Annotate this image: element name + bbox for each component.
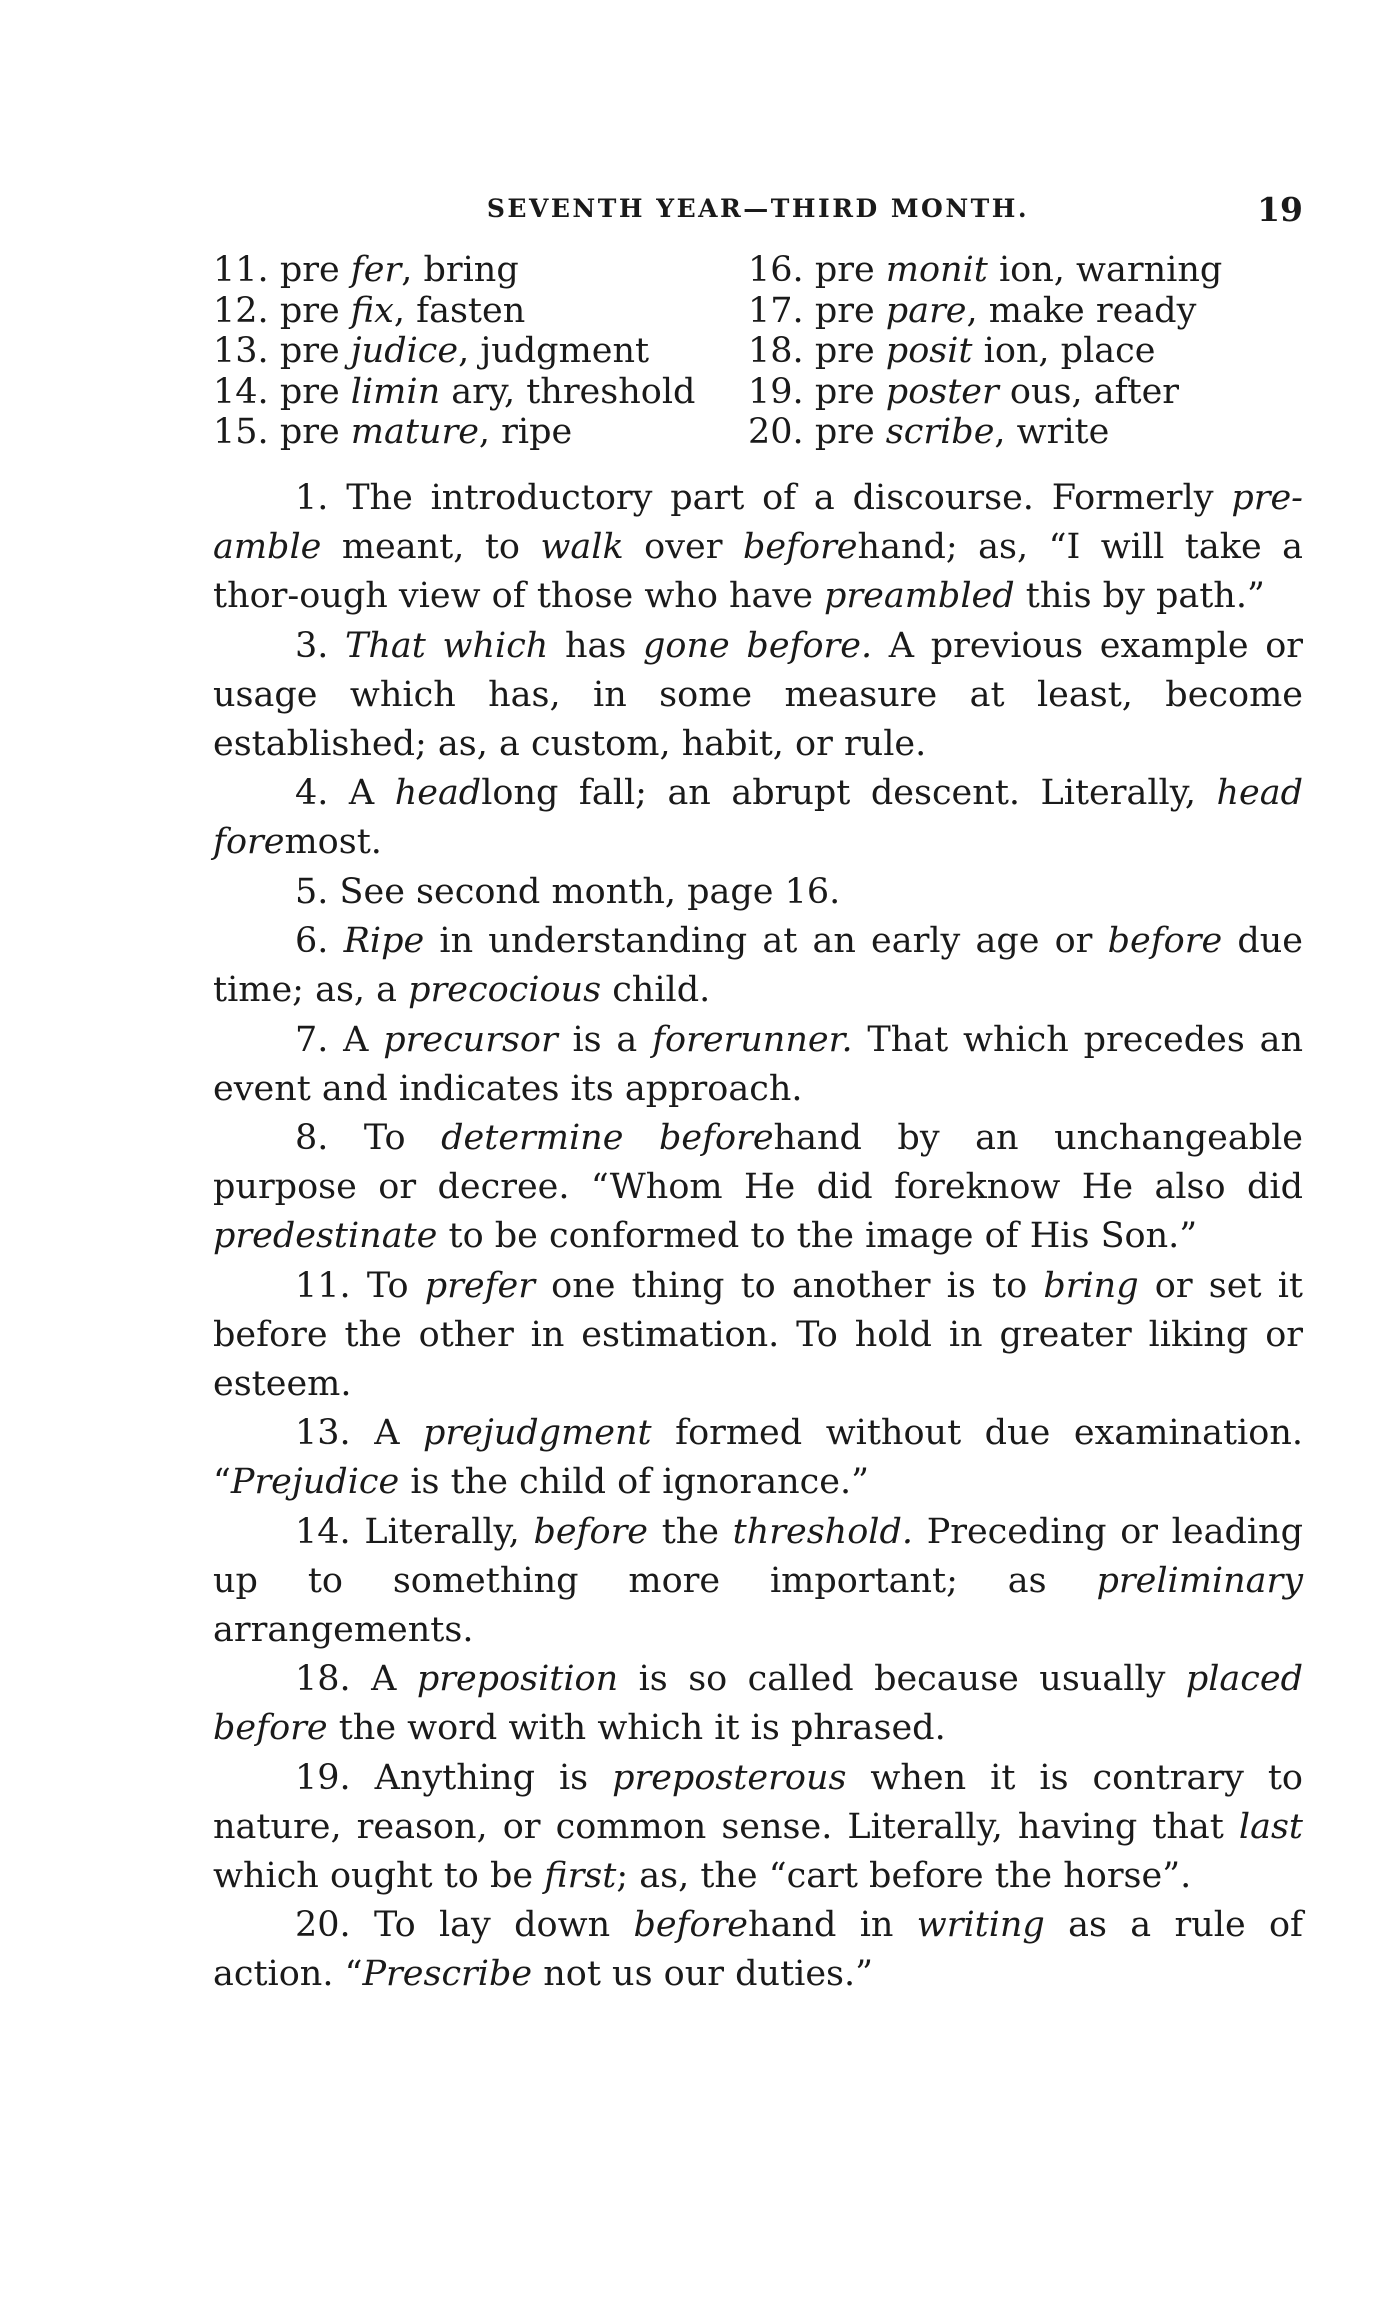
- definition-text: arrangements.: [213, 1609, 474, 1650]
- definition-text: the: [648, 1511, 733, 1552]
- word-list-left-column: [213, 250, 748, 453]
- definition-text: child.: [601, 970, 711, 1010]
- word-entry-number: 18.: [748, 331, 804, 371]
- word-list-right-column: [748, 250, 1303, 453]
- word-entry-number: 13.: [213, 331, 269, 371]
- word-entry-prefix: pre: [814, 371, 886, 412]
- definition-paragraph: [213, 769, 1303, 867]
- definition-text: as a rule of action. “: [213, 1905, 1303, 1994]
- definition-text: That which precedes an event and indicates its approach.: [213, 1019, 1304, 1109]
- definition-text: 3.: [295, 625, 346, 666]
- word-entry: [748, 250, 1303, 291]
- word-entry-meaning: ous, after: [998, 371, 1180, 412]
- definition-text: 11. To: [295, 1265, 425, 1306]
- word-entry-prefix: pre: [814, 250, 886, 290]
- word-entry-root: poster: [885, 371, 999, 412]
- definition-text: has: [548, 625, 644, 666]
- word-entry-number: 16.: [748, 250, 804, 290]
- definition-text: 18. A: [295, 1659, 417, 1699]
- word-entry-prefix: pre: [279, 412, 351, 452]
- definition-text: over: [623, 527, 743, 567]
- word-entry-meaning: ary, threshold: [440, 371, 696, 412]
- definition-paragraph: [213, 1262, 1303, 1409]
- definition-text: when it is contrary to nature, reason, or common sense. Literally, having that: [213, 1757, 1303, 1847]
- definition-emphasis: forerunner.: [652, 1019, 853, 1060]
- definition-emphasis: head: [394, 773, 482, 813]
- definition-paragraph: [213, 1016, 1303, 1114]
- definition-text: formed without due examination. “: [213, 1413, 1303, 1502]
- word-entry-meaning: ion, place: [972, 331, 1156, 371]
- definition-text: A previous example or usage which has, in some measure at least, become established; as, a custom, habit, or rule.: [213, 625, 1303, 764]
- definition-emphasis: precursor: [383, 1019, 558, 1060]
- word-entry-root: judice: [350, 331, 459, 371]
- definition-text: which ought to be: [213, 1855, 545, 1896]
- definition-emphasis: predestinate: [213, 1216, 438, 1256]
- definition-paragraph: [213, 1655, 1303, 1753]
- definition-emphasis: preposition: [416, 1659, 619, 1699]
- word-entry: [213, 372, 748, 413]
- word-entry-root: fer: [350, 250, 402, 290]
- definition-emphasis: first: [544, 1855, 617, 1896]
- word-entry-meaning: , ripe: [478, 412, 573, 452]
- definition-text: due time; as, a: [213, 921, 1303, 1010]
- definition-text: 13. A: [295, 1413, 424, 1453]
- definition-emphasis: Prejudice: [230, 1462, 400, 1502]
- definition-emphasis: writing: [916, 1905, 1045, 1945]
- definition-text: 20. To lay down: [295, 1905, 634, 1945]
- definition-emphasis: preposterous: [612, 1757, 847, 1798]
- definition-text: the word with which it is phrased.: [327, 1708, 946, 1748]
- definition-emphasis: walk: [540, 527, 624, 567]
- definition-emphasis: before: [533, 1511, 649, 1552]
- definition-text: is the child of ignorance.”: [399, 1462, 869, 1502]
- word-entry-prefix: pre: [279, 371, 351, 412]
- definition-emphasis: pre-amble: [213, 478, 1303, 567]
- word-entry: [748, 372, 1303, 413]
- definition-emphasis: before: [633, 1905, 749, 1945]
- definition-paragraph: [213, 1901, 1303, 1999]
- definition-text: Preceding or leading up to something more important; as: [213, 1511, 1303, 1601]
- definition-text: this by path.”: [1014, 576, 1265, 616]
- word-entry: [213, 291, 748, 332]
- word-entry-meaning: , write: [994, 412, 1110, 452]
- definition-emphasis: last: [1238, 1806, 1303, 1847]
- definition-emphasis: Prescribe: [362, 1954, 533, 1994]
- definition-text: is so called because usually: [618, 1659, 1186, 1699]
- definition-text: hand in: [748, 1905, 917, 1945]
- definition-text: 14. Literally,: [295, 1511, 534, 1552]
- word-entry-number: 12.: [213, 290, 269, 331]
- definition-emphasis: head fore: [213, 773, 1303, 862]
- definition-text: is a: [557, 1019, 653, 1060]
- definition-text: 7. A: [295, 1019, 384, 1060]
- word-entry-root: posit: [885, 331, 973, 371]
- definition-emphasis: before: [1107, 921, 1223, 961]
- word-list: [213, 250, 1303, 453]
- definitions: [213, 474, 1303, 2000]
- definition-text: 19. Anything is: [295, 1757, 613, 1798]
- definition-text: to be conformed to the image of His Son.”: [437, 1216, 1198, 1256]
- definition-text: 5. See second month, page 16.: [295, 871, 841, 912]
- word-entry-number: 19.: [748, 371, 804, 412]
- definition-emphasis: threshold.: [732, 1511, 914, 1552]
- definition-text: long fall; an abrupt descent. Literally,: [481, 773, 1217, 813]
- definition-emphasis: prejudgment: [423, 1413, 652, 1453]
- definition-paragraph: [213, 1114, 1303, 1261]
- word-entry-meaning: , judgment: [458, 331, 650, 371]
- definition-text: ; as, the “cart before the horse”.: [616, 1855, 1192, 1896]
- word-entry-root: scribe: [885, 412, 995, 452]
- page-number: 19: [1257, 190, 1303, 229]
- definition-text: meant, to: [321, 527, 541, 567]
- definition-paragraph: [213, 1754, 1303, 1901]
- definition-text: hand; as, “I will take a thor-ough view of those who have: [213, 527, 1303, 616]
- word-entry-number: 17.: [748, 290, 804, 331]
- word-entry-prefix: pre: [279, 331, 351, 371]
- definition-text: not us our duties.”: [532, 1954, 874, 1994]
- definition-text: one thing to another is to: [534, 1265, 1044, 1306]
- word-entry-prefix: pre: [814, 290, 886, 331]
- definition-emphasis: determine before: [441, 1118, 774, 1158]
- word-entry-number: 11.: [213, 250, 269, 290]
- definition-emphasis: before: [742, 527, 858, 567]
- definition-paragraph: [213, 868, 1303, 917]
- definition-emphasis: bring: [1043, 1265, 1139, 1306]
- word-entry: [213, 412, 748, 453]
- definition-text: most.: [284, 822, 382, 862]
- definition-paragraph: [213, 622, 1303, 769]
- definition-text: or set it before the other in estimation. To hold in greater liking or esteem.: [213, 1265, 1303, 1404]
- definition-paragraph: [213, 1409, 1303, 1507]
- definition-text: 8. To: [295, 1118, 442, 1158]
- word-entry-meaning: , make ready: [966, 290, 1197, 331]
- definition-emphasis: placed before: [213, 1659, 1303, 1748]
- definition-paragraph: [213, 917, 1303, 1015]
- word-entry: [748, 291, 1303, 332]
- running-head: SEVENTH YEAR—THIRD MONTH.: [486, 194, 1030, 223]
- word-entry-root: limin: [350, 371, 441, 412]
- word-entry-number: 15.: [213, 412, 269, 452]
- definition-text: hand by an unchangeable purpose or decree. “Whom He did foreknow He also did: [213, 1118, 1304, 1207]
- definition-emphasis: precocious: [408, 970, 602, 1010]
- definition-emphasis: That which: [345, 625, 549, 666]
- word-entry-prefix: pre: [279, 250, 351, 290]
- definition-paragraph: [213, 1508, 1303, 1655]
- definition-paragraph: [213, 474, 1303, 621]
- page-header: [213, 192, 1303, 232]
- definition-text: 6.: [295, 921, 344, 961]
- word-entry-number: 14.: [213, 371, 269, 412]
- definition-text: 1. The introductory part of a discourse. Formerly: [295, 478, 1232, 518]
- definition-emphasis: preambled: [824, 576, 1015, 616]
- word-entry-root: mature: [350, 412, 479, 452]
- word-entry-meaning: , bring: [401, 250, 519, 290]
- word-entry-meaning: ion, warning: [987, 250, 1223, 290]
- definition-text: in understanding at an early age or: [424, 921, 1108, 961]
- definition-emphasis: gone before.: [643, 625, 873, 666]
- word-entry-root: pare: [885, 290, 967, 331]
- word-entry-prefix: pre: [814, 331, 886, 371]
- word-entry-prefix: pre: [279, 290, 351, 331]
- word-entry-root: monit: [885, 250, 988, 290]
- word-entry: [748, 331, 1303, 372]
- definition-emphasis: prefer: [424, 1265, 535, 1306]
- word-entry-root: fix: [350, 290, 394, 331]
- word-entry-number: 20.: [748, 412, 804, 452]
- word-entry: [748, 412, 1303, 453]
- word-entry: [213, 331, 748, 372]
- word-entry-prefix: pre: [814, 412, 886, 452]
- definition-emphasis: preliminary: [1096, 1560, 1303, 1601]
- word-entry: [213, 250, 748, 291]
- definition-emphasis: Ripe: [343, 921, 425, 961]
- definition-text: 4. A: [295, 773, 395, 813]
- word-entry-meaning: , fasten: [393, 290, 526, 331]
